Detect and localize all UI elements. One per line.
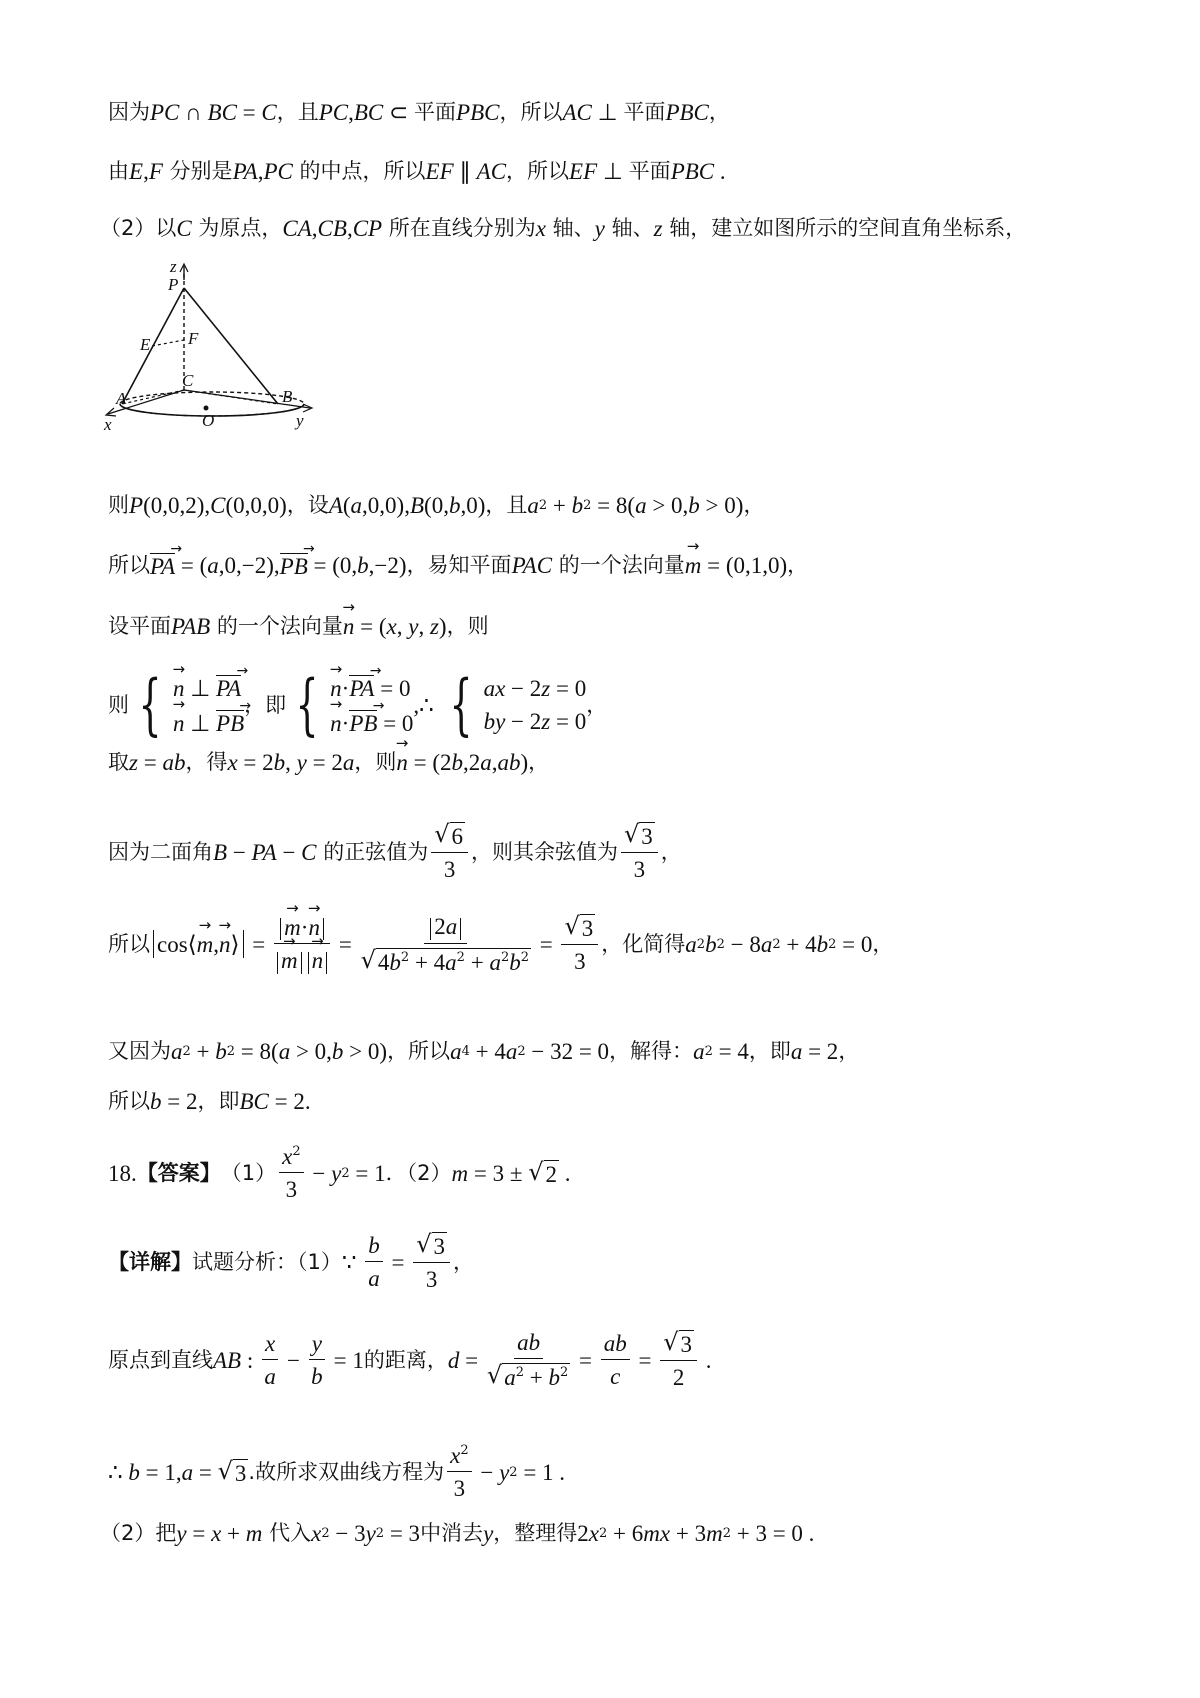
detail-line-3: ∴ b = 1, a = √ 3 .故所求双曲线方程为 $\frac{x^2}{3}$ − y 2 = 1 . bbox=[108, 1443, 566, 1502]
solution-line-4: 则 P (0,0,2), C (0,0,0) ，设 A ( a ,0,0), B (0, b ,0) ，且 a 2 + b 2 = 8( a > 0, b > 0) ， bbox=[108, 493, 765, 518]
solution-line-3: （2）以 C 为原点， CA , CB , CP 所在直线分别为 x 轴、 y 轴、 z 轴，建立如图所示的空间直角坐标系， bbox=[100, 216, 1027, 241]
label-O: O bbox=[202, 411, 215, 430]
label-F: F bbox=[188, 329, 199, 348]
solution-line-8: 取 z = ab ，得 x = 2 b , y = 2 a ，则 → n = (2 b ,2 a , ab ) ， bbox=[108, 751, 549, 774]
detail-line-1: 【详解】 试题分析：（1） ∵ $\frac{b}{a}$ = √ 3 3 ， bbox=[108, 1230, 475, 1293]
detail-line-2: 原点到直线 AB : $\frac{x}{a}$ − $\frac{y}{b}$ = 1 的距离， d = ab √ $a^2 + b^2$ = $\frac{ab}{c}$ = √ 3 2 . bbox=[108, 1328, 712, 1391]
detail-line-4: （2）把 y = x + m 代入 x 2 − 3 y 2 = 3 中消去 y ，整理得 2 x 2 + 6 mx + 3 m 2 + 3 = 0 . bbox=[100, 1521, 815, 1546]
label-z: z bbox=[170, 258, 177, 276]
label-E: E bbox=[140, 335, 151, 354]
answer-18: 18. 【答案】 （1） $\frac{x^2}{3}$ − y 2 = 1 ．（2） m = 3 ± √ 2 . bbox=[108, 1144, 571, 1203]
cone-diagram bbox=[100, 258, 340, 438]
label-y: y bbox=[296, 411, 304, 430]
solution-line-6: 设平面 PAB 的一个法向量 → n = ( x , y , z ) ，则 bbox=[108, 615, 489, 638]
solution-line-11: 又因为 a 2 + b 2 = 8( a > 0, b > 0) ，所以 a 4 + 4 a 2 − 32 = 0 ，解得： a 2 = 4 ，即 a = 2 ， bbox=[108, 1039, 860, 1064]
solution-line-1: 因为 PC ∩ BC = C ，且 PC , BC ⊂ 平面 PBC ，所以 AC ⊥ 平面 PBC ， bbox=[108, 100, 730, 125]
solution-line-12: 所以 b = 2 ，即 BC = 2. bbox=[108, 1089, 311, 1114]
label-A: A bbox=[116, 389, 127, 408]
solution-line-7: 则 { → n ⊥ PA → → n ⊥ PB → ，即 { → n·PA → = 0 → n·PB → = 0 ,∴ { ax − 2z = 0 by − 2z = 0 ， bbox=[108, 672, 607, 738]
label-P: P bbox=[168, 275, 179, 294]
solution-line-2: 由 E , F 分别是 PA , PC 的中点，所以 EF ∥ AC ，所以 EF ⊥ 平面 PBC . bbox=[108, 159, 726, 184]
solution-line-5: 所以 PA → = ( a ,0,−2), PB → = (0, b ,−2) ，易知平面 PAC 的一个法向量 → m = (0,1,0) ， bbox=[108, 553, 808, 578]
label-B: B bbox=[282, 387, 293, 406]
solution-line-9: 因为二面角 B − PA − C 的正弦值为 √ 6 3 ，则其余弦值为 √ 3 3 ， bbox=[108, 820, 682, 883]
label-C: C bbox=[182, 371, 194, 390]
label-x: x bbox=[104, 415, 112, 434]
solution-line-10: 所以 cos ⟨ → m , → n ⟩ = → m·→ n → m→ n = 2a √ $4b^2 + 4a^2 + a^2b^2$ = √ 3 3 ，化简得 a 2 b 2 − 8 a 2 + 4 b 2 = 0 ， bbox=[108, 914, 893, 975]
